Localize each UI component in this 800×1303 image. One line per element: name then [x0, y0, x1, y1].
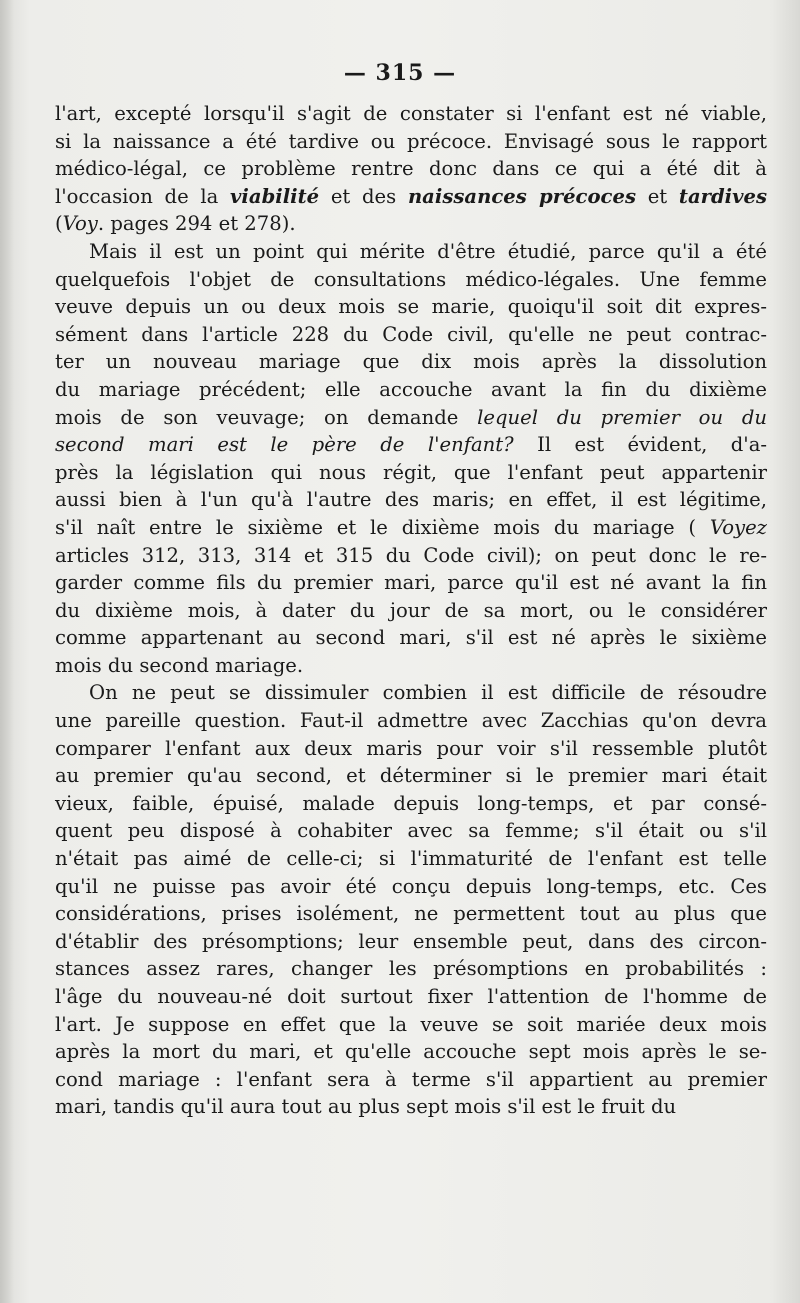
text-line — [55, 210, 767, 238]
text-run: du mariage précédent; elle accouche avant la fin du dixième — [55, 377, 767, 401]
text-run: l'âge du nouveau-né doit surtout fixer l'attention de l'homme de — [55, 985, 767, 1008]
paragraph — [55, 100, 767, 238]
text-line — [55, 293, 767, 321]
text-line — [55, 1011, 767, 1039]
text-run: et — [635, 184, 679, 208]
text-line — [55, 928, 767, 956]
text-run: l'art, excepté lorsqu'il s'agit de constater si l'enfant est né viable, — [55, 102, 767, 125]
text-run: ( — [55, 212, 63, 236]
text-line — [55, 183, 767, 211]
text-line — [55, 542, 767, 570]
text-line — [55, 238, 767, 266]
page-shadow-edge — [0, 0, 14, 1303]
text-run: médico-légal, ce problème rentre donc dans ce qui a été dit à — [55, 157, 767, 181]
text-run: Mais il est un point qui mérite d'être étudié, parce qu'il a été — [89, 239, 767, 263]
text-run: qu'il ne puisse pas avoir été conçu depuis long-temps, etc. Ces — [55, 874, 767, 898]
text-run: . pages 294 et 278). — [97, 212, 296, 236]
text-run: cond mariage : l'enfant sera à terme s'il appartient au premier — [55, 1067, 767, 1091]
text-line — [55, 348, 767, 376]
text-line — [55, 652, 767, 680]
text-line — [55, 404, 767, 432]
text-run: vieux, faible, épuisé, malade depuis long-temps, et par consé- — [55, 791, 767, 815]
text-run: ter un nouveau mariage que dix mois après la dissolution — [55, 350, 767, 374]
text-run: articles 312, 313, 314 et 315 du Code civil); on peut donc le re- — [55, 543, 767, 567]
paragraph — [55, 679, 767, 1121]
text-run: stances assez rares, changer les présomptions en probabilités : — [55, 957, 767, 981]
text-line — [55, 873, 767, 901]
text-run: et des — [319, 184, 408, 208]
text-line — [55, 321, 767, 349]
text-run: près la législation qui nous régit, que l'enfant peut appartenir — [55, 460, 767, 484]
text-line — [55, 266, 767, 294]
text-run: l'art. Je suppose en effet que la veuve se soit mariée deux mois — [55, 1012, 767, 1036]
text-line — [55, 1093, 767, 1121]
emphasized-text: second mari est le père de l'enfant? — [55, 433, 514, 457]
text-run: mois du second mariage. — [55, 653, 304, 677]
text-run: mari, tandis qu'il aura tout au plus sept mois s'il est le fruit du — [55, 1095, 677, 1119]
emphasized-text: lequel du premier ou du — [477, 405, 767, 429]
text-run: du dixième mois, à dater du jour de sa mort, ou le considérer — [55, 598, 767, 622]
text-line — [55, 735, 767, 763]
text-line — [55, 128, 767, 156]
text-run: quent peu disposé à cohabiter avec sa femme; s'il était ou s'il — [55, 819, 767, 843]
text-run: quelquefois l'objet de consultations médico-légales. Une femme — [55, 267, 767, 291]
text-line — [55, 597, 767, 625]
text-line — [55, 762, 767, 790]
text-line — [55, 900, 767, 928]
text-run: On ne peut se dissimuler combien il est difficile de résoudre — [89, 681, 767, 705]
text-run: Il est évident, d'a- — [513, 433, 767, 457]
text-run: au premier qu'au second, et déterminer si le premier mari était — [55, 764, 767, 788]
emphasized-text: Voy — [62, 212, 98, 236]
text-line — [55, 100, 767, 128]
text-line — [55, 845, 767, 873]
text-line — [55, 431, 767, 459]
text-line — [55, 514, 767, 542]
paragraph — [55, 238, 767, 680]
text-run: comme appartenant au second mari, s'il est né après le sixième — [55, 626, 767, 650]
text-run: s'il naît entre le sixième et le dixième mois du mariage ( — [55, 515, 710, 539]
text-run: sément dans l'article 228 du Code civil, qu'elle ne peut contrac- — [55, 322, 767, 346]
emphasized-text: viabilité — [230, 184, 320, 208]
text-run: une pareille question. Faut-il admettre avec Zacchias qu'on devra — [55, 709, 767, 733]
emphasized-text: naissances précoces — [407, 184, 636, 208]
page-number: — 315 — — [343, 60, 457, 86]
emphasized-text: tardives — [678, 184, 767, 208]
text-line — [55, 569, 767, 597]
text-run: comparer l'enfant aux deux maris pour voir s'il ressemble plutôt — [55, 736, 767, 760]
text-run: garder comme fils du premier mari, parce qu'il est né avant la fin — [55, 571, 767, 595]
text-line — [55, 983, 767, 1011]
text-line — [55, 155, 767, 183]
text-run: si la naissance a été tardive ou précoce. Envisagé sous le rapport — [55, 129, 767, 153]
text-line — [55, 624, 767, 652]
text-line — [55, 679, 767, 707]
text-run: d'établir des présomptions; leur ensemble peut, dans des circon- — [55, 929, 767, 953]
text-line — [55, 1038, 767, 1066]
body-text — [55, 100, 767, 1121]
text-line — [55, 707, 767, 735]
text-run: l'occasion de la — [55, 184, 231, 208]
text-run: mois de son veuvage; on demande — [55, 405, 478, 429]
text-line — [55, 1066, 767, 1094]
text-line — [55, 790, 767, 818]
text-run: après la mort du mari, et qu'elle accouche sept mois après le se- — [55, 1040, 767, 1064]
text-line — [55, 376, 767, 404]
text-line — [55, 486, 767, 514]
text-run: aussi bien à l'un qu'à l'autre des maris; en effet, il est légitime, — [55, 488, 767, 512]
emphasized-text: Voyez — [709, 515, 767, 539]
text-run: veuve depuis un ou deux mois se marie, quoiqu'il soit dit expres- — [55, 295, 767, 319]
text-line — [55, 817, 767, 845]
text-line — [55, 459, 767, 487]
text-line — [55, 955, 767, 983]
text-run: n'était pas aimé de celle-ci; si l'immaturité de l'enfant est telle — [55, 847, 767, 871]
text-run: considérations, prises isolément, ne permettent tout au plus que — [55, 902, 767, 926]
